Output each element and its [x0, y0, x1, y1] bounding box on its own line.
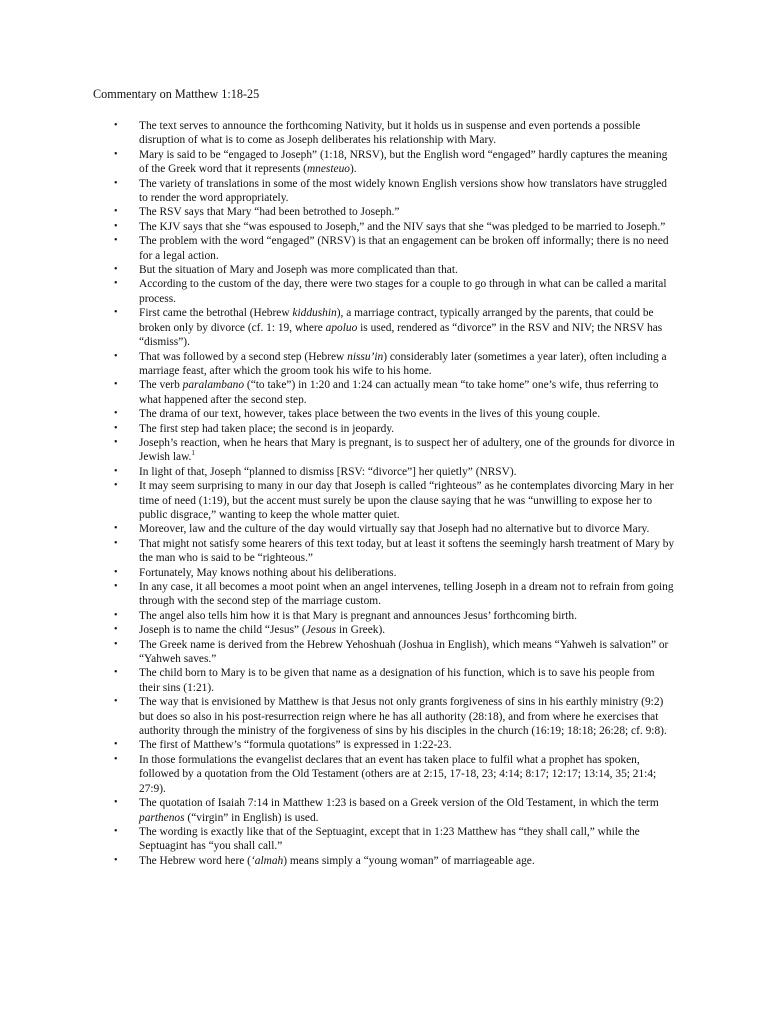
footnote-marker: 1: [191, 449, 195, 458]
list-item: [0, 306, 675, 349]
list-item: [0, 378, 675, 407]
list-item-text: [139, 278, 666, 304]
text-run: Moreover, law and the culture of the day would virtually say that Joseph had no alternative but to divorce Mary.: [139, 523, 650, 536]
bullet-marker: •: [114, 235, 118, 247]
list-item: [0, 695, 675, 738]
bullet-marker: •: [114, 379, 118, 391]
text-run: (“to take”) in 1:20 and 1:24 can actually mean “to take home” one’s wife, thus referring to what happened after the second step.: [139, 379, 659, 406]
bullet-marker: •: [114, 624, 118, 636]
text-run: ).: [349, 163, 357, 176]
text-run: The quotation of Isaiah 7:14 in Matthew 1:23 is based on a Greek version of the Old Testament, in which the term: [139, 797, 659, 810]
list-item-text: [139, 696, 667, 737]
bullet-marker: •: [114, 638, 118, 650]
text-run: The variety of translations in some of the most widely known English versions show how translators have struggled to render the word appropriately.: [139, 177, 667, 205]
bullet-marker: •: [114, 537, 118, 549]
list-item: [0, 738, 675, 752]
list-item-text: [139, 408, 600, 420]
bullet-marker: •: [114, 667, 118, 679]
italic-term: apoluo: [325, 321, 358, 334]
list-item: [0, 479, 675, 522]
list-item-text: [139, 307, 662, 348]
list-item: [0, 263, 675, 277]
italic-term: Jesous: [305, 624, 337, 637]
list-item: [0, 638, 675, 667]
bullet-marker: •: [114, 854, 118, 866]
italic-term: nissu’in: [347, 350, 384, 363]
italic-term: kiddushin: [292, 307, 337, 320]
list-item: [0, 465, 675, 479]
list-item: [0, 580, 675, 609]
bullet-marker: •: [114, 566, 118, 578]
list-item: [0, 277, 675, 306]
list-item: [0, 205, 675, 219]
list-item-text: [139, 610, 577, 622]
bullet-marker: •: [114, 797, 118, 809]
list-item: [0, 825, 675, 854]
bullet-marker: •: [114, 148, 118, 160]
text-run: The angel also tells him how it is that Mary is pregnant and announces Jesus’ forthcoming birth.: [139, 609, 577, 622]
bullet-marker: •: [114, 220, 118, 232]
list-item-text: [139, 826, 640, 852]
bullet-marker: •: [114, 177, 118, 189]
italic-term: parthenos: [139, 811, 185, 824]
bullet-marker: •: [114, 307, 118, 319]
list-item-text: [139, 538, 674, 564]
list-item-text: [139, 206, 399, 218]
text-run: Mary is said to be “engaged to Joseph” (1:18, NRSV), but the English word “engaged” hardly captures the meaning of the Greek word that it represents (: [139, 148, 668, 176]
text-run: The KJV says that she “was espoused to Joseph,” and the NIV says that she “was pledged to be married to Joseph.”: [139, 220, 666, 233]
list-item-text: [139, 120, 640, 146]
text-run: The child born to Mary is to be given that name as a designation of his function, which is to save his people from their sins (1:21).: [139, 667, 655, 694]
bullet-marker: •: [114, 350, 118, 362]
italic-term: paralambano: [182, 379, 245, 392]
text-run: In those formulations the evangelist declares that an event has taken place to fulfil what a prophet has spoken, followed by a quotation from the Old Testament (others are at 2:15, 17-18, 23; 4:14; 8:17; 12:17; 13:14, 35; 21:4; 27:9).: [139, 753, 657, 795]
text-run: The drama of our text, however, takes place between the two events in the lives of this young couple.: [139, 408, 601, 421]
bullet-marker: •: [114, 480, 118, 492]
list-item-text: [139, 235, 669, 261]
list-item-text: [139, 567, 396, 579]
text-run: The first of Matthew’s “formula quotations” is expressed in 1:22-23.: [139, 739, 452, 752]
list-item: [0, 522, 675, 536]
list-item-text: [139, 466, 517, 478]
list-item: [0, 537, 675, 566]
bullet-marker: •: [114, 264, 118, 276]
list-item: [0, 609, 675, 623]
list-item: [0, 422, 675, 436]
list-item-text: [139, 423, 394, 435]
text-run: is used, rendered as “divorce” in the RSV and NIV; the NRSV has “dismiss”).: [139, 321, 663, 349]
list-item-text: [139, 264, 458, 276]
list-item: [0, 148, 675, 177]
text-run: The verb: [139, 379, 183, 392]
list-item: [0, 177, 675, 206]
bullet-marker: •: [114, 523, 118, 535]
list-item: [0, 119, 675, 148]
list-item-text: [139, 379, 658, 405]
text-run: In light of that, Joseph “planned to dismiss [RSV: “divorce”] her quietly” (NRSV).: [139, 465, 517, 478]
bullet-marker: •: [114, 825, 118, 837]
text-run: In any case, it all becomes a moot point when an angel intervenes, telling Joseph in a dream not to refrain from going through with the second step of the marriage custom.: [139, 581, 674, 608]
list-item-text: [139, 855, 535, 867]
text-run: (“virgin” in English) is used.: [184, 811, 319, 824]
text-run: The RSV says that Mary “had been betrothed to Joseph.”: [139, 206, 400, 219]
text-run: ) means simply a “young woman” of marriageable age.: [283, 854, 535, 867]
list-item-text: [139, 739, 452, 751]
list-item-text: [139, 437, 675, 463]
document-title: Commentary on Matthew 1:18-25: [93, 87, 260, 101]
bullet-marker: •: [114, 408, 118, 420]
bullet-marker: •: [114, 278, 118, 290]
list-item-text: [139, 797, 659, 823]
text-run: According to the custom of the day, there were two stages for a couple to go through in what can be called a marital process.: [139, 278, 667, 305]
list-item: [0, 350, 675, 379]
list-item: [0, 436, 675, 465]
list-item: [0, 566, 675, 580]
text-run: Joseph’s reaction, when he hears that Mary is pregnant, is to suspect her of adultery, one of the grounds for divorce in Jewish law.: [139, 436, 675, 464]
text-run: ) considerably later (sometimes a year later), often including a marriage feast, after which the groom took his wife to his home.: [139, 350, 667, 377]
italic-term: ‘almah: [250, 854, 284, 867]
text-run: in Greek).: [336, 624, 386, 637]
list-item-text: [139, 221, 665, 233]
bullet-marker: •: [114, 422, 118, 434]
text-run: The problem with the word “engaged” (NRSV) is that an engagement can be broken off informally; there is no need for a legal action.: [139, 235, 669, 262]
list-item: [0, 854, 675, 868]
text-run: The wording is exactly like that of the Septuagint, except that in 1:23 Matthew has “they shall call,” while the Septuagint has “you shall call.”: [139, 825, 640, 853]
list-item: [0, 234, 675, 263]
list-item-text: [139, 149, 667, 175]
bullet-marker: •: [114, 120, 118, 131]
list-item-text: [139, 754, 656, 795]
text-run: ), a marriage contract, typically arranged by the parents, that could be broken only by divorce (cf. 1: 19, where: [139, 307, 654, 334]
bullet-marker: •: [114, 753, 118, 765]
bullet-list: [0, 119, 768, 868]
list-item: [0, 623, 675, 637]
text-run: That might not satisfy some hearers of this text today, but at least it softens the seemingly harsh treatment of Mary by the man who is said to be “righteous.”: [139, 537, 675, 565]
text-run: The way that is envisioned by Matthew is that Jesus not only grants forgiveness of sins in his earthly ministry (9:2) but does so also in his post-resurrection reign where he has all authority (28:18), and from where he exercises that authority through the ministry of the forgiveness of sins by his disciples in the church (16:19; 18:18; 26:28; cf. 9:8).: [139, 696, 667, 738]
list-item-text: [139, 639, 668, 665]
list-item-text: [139, 351, 667, 377]
bullet-marker: •: [114, 436, 118, 448]
list-item-text: [139, 523, 649, 535]
bullet-marker: •: [114, 739, 118, 751]
list-item-text: [139, 624, 385, 636]
list-item-text: [139, 667, 655, 693]
list-item: [0, 407, 675, 421]
text-run: First came the betrothal (Hebrew: [139, 307, 293, 320]
text-run: The Greek name is derived from the Hebrew Yehoshuah (Joshua in English), which means “Yahweh is salvation” or “Yahweh saves.”: [139, 638, 669, 666]
text-run: That was followed by a second step (Hebrew: [139, 350, 348, 363]
text-run: Fortunately, May knows nothing about his deliberations.: [139, 566, 397, 579]
bullet-marker: •: [114, 465, 118, 477]
text-run: Joseph is to name the child “Jesus” (: [139, 624, 306, 637]
bullet-marker: •: [114, 696, 118, 708]
list-item-text: [139, 178, 667, 204]
bullet-marker: •: [114, 609, 118, 621]
bullet-marker: •: [114, 206, 118, 218]
text-run: The Hebrew word here (: [139, 854, 251, 867]
text-run: But the situation of Mary and Joseph was more complicated than that.: [139, 264, 458, 277]
text-run: The first step had taken place; the second is in jeopardy.: [139, 422, 395, 435]
list-item: [0, 796, 675, 825]
list-item: [0, 753, 675, 796]
list-item: [0, 666, 675, 695]
list-item: [0, 220, 675, 234]
text-run: It may seem surprising to many in our day that Joseph is called “righteous” as he contemplates divorcing Mary in her time of need (1:19), but the accent must surely be upon the clause saying that he was “unwilling to expose her to public disgrace,” wanting to keep the whole matter quiet.: [139, 480, 674, 521]
italic-term: mnesteuo: [306, 163, 350, 176]
list-item-text: [139, 480, 674, 521]
bullet-marker: •: [114, 581, 118, 592]
list-item-text: [139, 581, 674, 607]
text-run: The text serves to announce the forthcoming Nativity, but it holds us in suspense and even portends a possible disruption of what is to come as Joseph deliberates his relationship with Mary.: [139, 120, 641, 147]
